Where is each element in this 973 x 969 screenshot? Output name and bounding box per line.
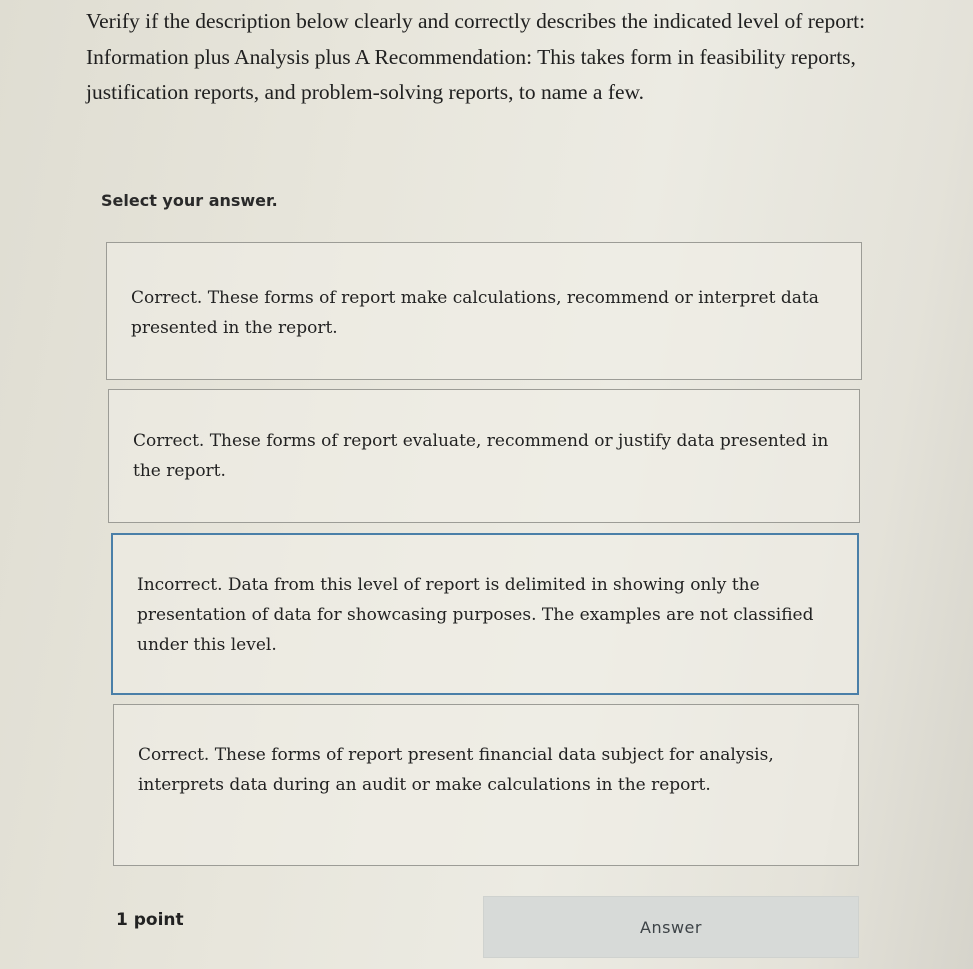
question-text: [86, 4, 866, 111]
question-line-2: Information plus Analysis plus A Recommendation: This takes form in feasibility reports, justification reports, and problem-solving reports, to name a few.: [86, 44, 856, 104]
answer-option-text: Correct. These forms of report present financial data subject for analysis, interprets data during an audit or make calculations in the report.: [138, 745, 774, 795]
question-line-1: Verify if the description below clearly and correctly describes the indicated level of report:: [86, 9, 866, 33]
answer-button-label: Answer: [640, 917, 702, 937]
answer-option-text: Incorrect. Data from this level of report is delimited in showing only the presentation of data for showcasing purposes. The examples are not classified under this level.: [137, 575, 814, 655]
points-label: 1 point: [116, 910, 184, 930]
answer-option-3[interactable]: [111, 533, 859, 695]
answer-option-text: Correct. These forms of report make calculations, recommend or interpret data presented in the report.: [131, 288, 819, 338]
answer-button[interactable]: [483, 896, 859, 958]
answer-option-text: Correct. These forms of report evaluate, recommend or justify data presented in the report.: [133, 431, 829, 481]
answer-option-4[interactable]: [113, 704, 859, 866]
answer-option-1[interactable]: [106, 242, 862, 380]
answer-prompt: Select your answer.: [101, 191, 278, 210]
answer-option-2[interactable]: [108, 389, 860, 523]
